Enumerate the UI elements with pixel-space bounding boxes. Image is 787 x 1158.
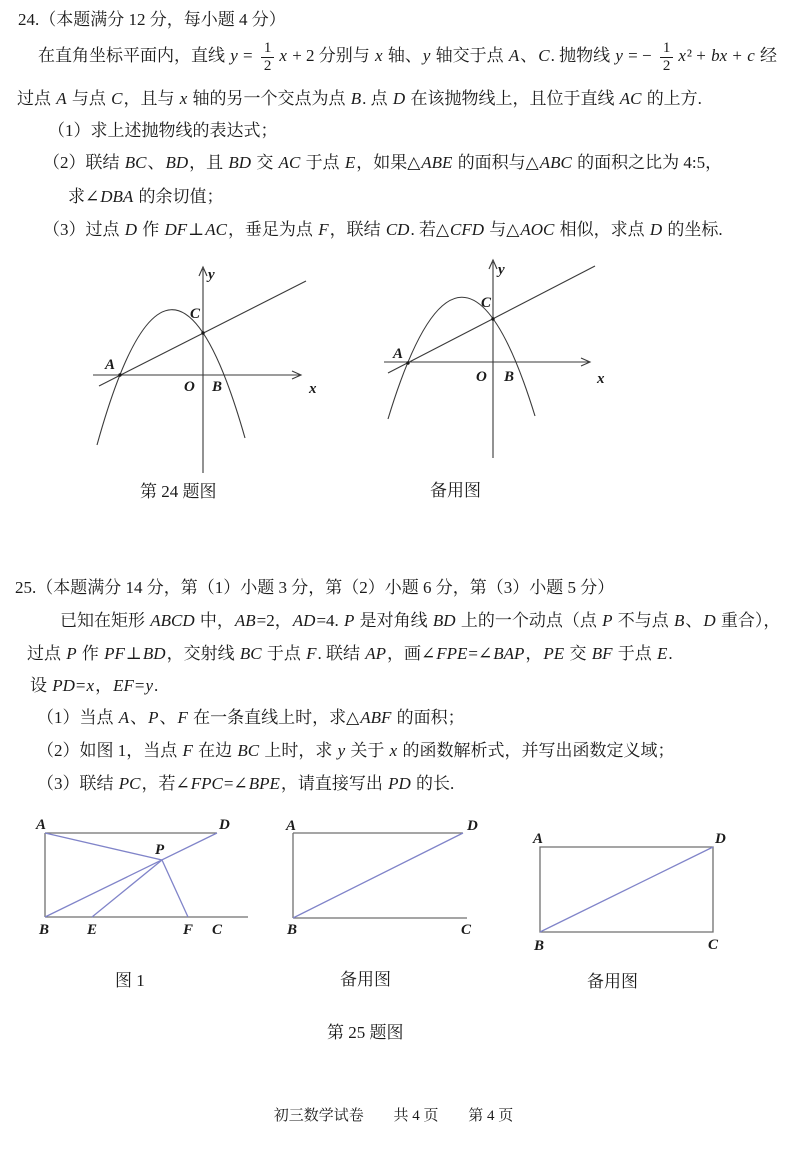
diagonal-bd bbox=[540, 847, 713, 932]
axis-label-y: y bbox=[498, 262, 505, 278]
page-footer bbox=[0, 1104, 787, 1125]
fraction-denominator: 2 bbox=[662, 57, 671, 74]
point-label-a: A bbox=[286, 818, 297, 834]
point-label-c: C bbox=[461, 922, 472, 938]
intro-text-2: x + 2 分别与 x 轴、y 轴交于点 A、C. 抛物线 y = − bbox=[279, 46, 656, 65]
point-label-b: B bbox=[39, 922, 50, 938]
graph-problem24-main bbox=[85, 255, 330, 485]
fraction-one-half-2 bbox=[660, 40, 674, 75]
figure25-spare2 bbox=[528, 830, 728, 955]
problem24-q2a: （2）联结 BC、BD，且 BD 交 AC 于点 E，如果△ABE 的面积与△ABC 的面积之比为 4:5， bbox=[43, 153, 723, 172]
intro-text-3: x² + bx + c 经 bbox=[678, 46, 778, 65]
point-a-dot bbox=[406, 361, 409, 364]
point-c-dot bbox=[201, 331, 204, 334]
problem25-q3: （3）联结 PC，若∠FPC=∠BPE，请直接写出 PD 的长. bbox=[37, 774, 455, 793]
footer-page-number: 第 4 页 bbox=[468, 1108, 514, 1124]
caption-fig3-spare: 备用图 bbox=[587, 972, 638, 991]
parabola-curve bbox=[97, 310, 245, 445]
caption-fig2-spare: 备用图 bbox=[340, 970, 391, 989]
intro-text-1: 在直角坐标平面内，直线 y = bbox=[38, 46, 257, 65]
fraction-denominator: 2 bbox=[263, 57, 272, 74]
axis-label-y: y bbox=[208, 267, 215, 283]
problem24-q3: （3）过点 D 作 DF⊥AC，垂足为点 F，联结 CD. 若△CFD 与△AOC 相似，求点 D 的坐标. bbox=[43, 220, 723, 239]
point-label-p: P bbox=[155, 842, 165, 858]
caption-fig1: 图 1 bbox=[115, 971, 145, 990]
point-label-c: C bbox=[708, 937, 719, 953]
segment-ap bbox=[45, 833, 162, 860]
footer-total-pages: 共 4 页 bbox=[393, 1108, 439, 1124]
problem25-q1: （1）当点 A、P、F 在一条直线上时，求△ABF 的面积； bbox=[37, 708, 465, 727]
fraction-numerator: 1 bbox=[660, 40, 674, 58]
problem24-intro-line bbox=[38, 30, 777, 82]
point-label-a: A bbox=[533, 831, 544, 847]
point-label-e: E bbox=[87, 922, 98, 938]
segment-pf bbox=[162, 860, 188, 917]
point-label-d: D bbox=[219, 817, 230, 833]
problem25-line3: 设 PD=x，EF=y. bbox=[30, 676, 159, 695]
problem24-q1: （1）求上述抛物线的表达式； bbox=[48, 121, 278, 140]
point-label-a: A bbox=[36, 817, 47, 833]
point-label-a: A bbox=[393, 346, 404, 362]
problem25-header: 25.（本题满分 14 分，第（1）小题 3 分，第（2）小题 6 分，第（3）小题 5 分） bbox=[15, 578, 615, 597]
point-label-c: C bbox=[190, 306, 201, 322]
problem25-line2: 过点 P 作 PF⊥BD，交射线 BC 于点 F. 联结 AP，画∠FPE=∠BAP，PE 交 BF 于点 E. bbox=[27, 644, 673, 663]
point-label-f: F bbox=[183, 922, 194, 938]
axis-label-x: x bbox=[597, 371, 605, 387]
caption-fig24-main: 第 24 题图 bbox=[140, 482, 217, 501]
point-label-d: D bbox=[467, 818, 478, 834]
footer-exam-title: 初三数学试卷 bbox=[273, 1108, 364, 1124]
point-label-b: B bbox=[504, 369, 515, 385]
point-label-c: C bbox=[481, 295, 492, 311]
origin-label: O bbox=[476, 369, 487, 385]
problem24-header: 24.（本题满分 12 分，每小题 4 分） bbox=[18, 10, 286, 29]
point-label-d: D bbox=[715, 831, 726, 847]
axis-label-x: x bbox=[309, 381, 317, 397]
point-a-dot bbox=[118, 373, 121, 376]
problem24-line2: 过点 A 与点 C，且与 x 轴的另一个交点为点 B. 点 D 在该抛物线上，且位于直线 AC 的上方. bbox=[17, 89, 702, 108]
fraction-numerator: 1 bbox=[261, 40, 275, 58]
point-c-dot bbox=[491, 317, 494, 320]
diagonal-bd bbox=[45, 833, 217, 917]
parabola-curve bbox=[388, 297, 535, 419]
caption-problem25-group: 第 25 题图 bbox=[327, 1023, 404, 1042]
point-label-c: C bbox=[212, 922, 223, 938]
figure25-fig1 bbox=[30, 815, 250, 950]
problem25-line1: 已知在矩形 ABCD 中，AB=2，AD=4. P 是对角线 BD 上的一个动点（点 P 不与点 B、D 重合）， bbox=[60, 611, 781, 630]
graph-problem24-spare bbox=[380, 250, 610, 465]
point-label-b: B bbox=[212, 379, 223, 395]
origin-label: O bbox=[184, 379, 195, 395]
diagonal-bd bbox=[293, 833, 463, 918]
point-label-b: B bbox=[534, 938, 545, 954]
fraction-one-half bbox=[261, 40, 275, 75]
problem24-q2b: 求∠DBA 的余切值； bbox=[68, 187, 224, 206]
caption-fig24-spare: 备用图 bbox=[430, 481, 481, 500]
point-label-a: A bbox=[105, 357, 116, 373]
problem25-q2: （2）如图 1，当点 F 在边 BC 上时，求 y 关于 x 的函数解析式，并写出函数定义域； bbox=[37, 741, 675, 760]
figure25-spare1 bbox=[283, 818, 483, 938]
point-label-b: B bbox=[287, 922, 298, 938]
